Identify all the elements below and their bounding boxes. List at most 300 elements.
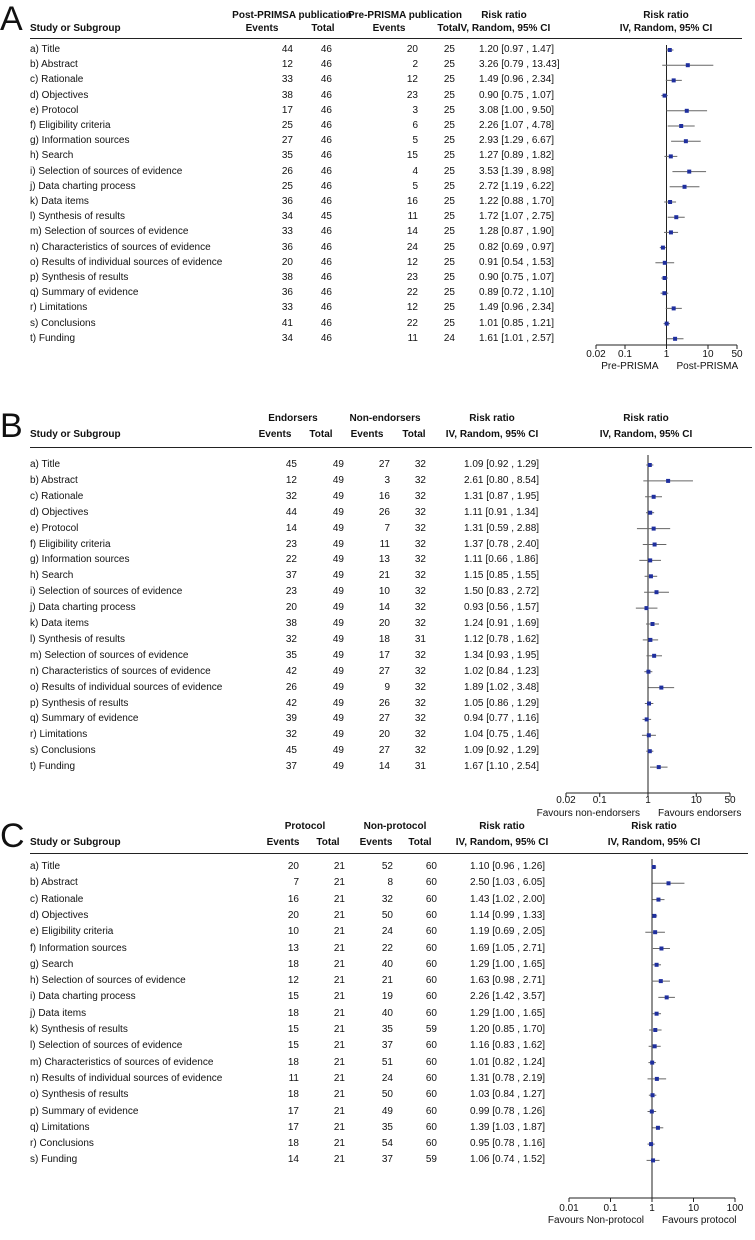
risk-ratio-ci: 0.95 [0.78 , 1.16] (470, 1138, 546, 1150)
group2-events: 32 (381, 893, 393, 905)
point-estimate (650, 1061, 654, 1065)
plot-rr-header: Risk ratio (623, 413, 669, 424)
point-estimate (647, 702, 651, 706)
point-estimate (659, 686, 663, 690)
group2-total: 25 (443, 226, 455, 238)
group1-total: 21 (333, 1007, 345, 1019)
table-row (0, 586, 560, 602)
risk-ratio-ci: 1.28 [0.87 , 1.90] (479, 226, 555, 238)
point-estimate (667, 881, 671, 885)
group2-total: 60 (425, 1040, 437, 1052)
group2-total-header: Total (402, 429, 426, 440)
group1-events: 12 (281, 59, 293, 71)
group1-total: 49 (332, 570, 344, 582)
group1-total: 49 (332, 713, 344, 725)
risk-ratio-ci: 1.37 [0.78 , 2.40] (464, 538, 540, 550)
row-label: k) Data items (30, 618, 89, 629)
group2-events-header: Events (372, 23, 406, 34)
group1-events: 12 (285, 474, 297, 486)
risk-ratio-ci: 1.69 [1.05 , 2.71] (470, 942, 546, 954)
table-row (0, 287, 560, 303)
row-label: l) Synthesis of results (30, 211, 126, 223)
group2-events: 40 (381, 1007, 393, 1019)
group1-events: 18 (287, 1089, 299, 1101)
group1-events: 14 (287, 1154, 299, 1166)
forest-plot-panel-a (0, 0, 755, 380)
group1-events: 26 (285, 681, 297, 693)
row-label: i) Selection of sources of evidence (30, 165, 183, 177)
group2-events: 11 (407, 211, 418, 223)
study-header: Study or Subgroup (30, 23, 121, 34)
point-estimate (663, 94, 667, 98)
row-label: a) Title (30, 861, 61, 872)
group1-total: 49 (332, 538, 344, 550)
favours-right-label: Favours protocol (662, 1215, 737, 1226)
row-label: g) Information sources (30, 554, 130, 566)
group1-events: 26 (281, 165, 293, 177)
group2-total: 25 (443, 44, 455, 55)
group1-events: 17 (287, 1121, 299, 1133)
group1-total: 21 (333, 975, 345, 987)
group2-total: 32 (414, 681, 426, 693)
point-estimate (665, 322, 669, 326)
group2-events: 13 (378, 554, 390, 566)
row-label: s) Funding (30, 1154, 78, 1166)
risk-ratio-ci: 1.43 [1.02 , 2.00] (470, 893, 546, 905)
group2-total: 25 (443, 287, 455, 299)
group1-total: 45 (320, 211, 332, 223)
group1-total: 21 (333, 893, 345, 905)
point-estimate (652, 865, 656, 869)
group1-events-header: Events (245, 23, 279, 34)
group1-events: 44 (281, 44, 293, 55)
group1-total: 21 (333, 926, 345, 938)
group2-total: 25 (443, 196, 455, 207)
row-label: r) Limitations (30, 729, 88, 741)
row-label: h) Search (30, 150, 74, 162)
group1-header: Endorsers (268, 413, 318, 424)
study-header: Study or Subgroup (30, 429, 121, 440)
group2-total: 32 (414, 713, 426, 725)
row-label: c) Rationale (30, 893, 84, 905)
x-tick-label: 0.1 (618, 349, 632, 360)
group2-events: 14 (378, 761, 390, 773)
group2-total: 60 (425, 877, 437, 889)
row-label: d) Objectives (30, 89, 89, 101)
group2-events: 7 (384, 522, 390, 534)
group1-events: 15 (287, 991, 299, 1003)
table-row (0, 181, 560, 197)
group2-events: 15 (406, 150, 418, 162)
table-row (0, 1089, 560, 1105)
table-row (0, 242, 560, 258)
table-row (0, 554, 560, 570)
table-row (0, 698, 560, 714)
table-row (0, 926, 560, 942)
group1-total: 49 (332, 506, 344, 518)
group2-total: 60 (425, 1105, 437, 1117)
table-row (0, 1073, 560, 1089)
group2-total: 60 (425, 926, 437, 938)
table-row (0, 1040, 560, 1056)
group2-events: 6 (412, 120, 418, 131)
group2-events: 12 (406, 256, 418, 268)
point-estimate (679, 124, 683, 128)
group2-total: 32 (414, 649, 426, 661)
risk-ratio-ci: 1.29 [1.00 , 1.65] (470, 1007, 546, 1019)
risk-ratio-ci: 1.03 [0.84 , 1.27] (470, 1089, 546, 1101)
row-label: n) Characteristics of sources of evidence (30, 665, 211, 677)
group1-total: 46 (320, 44, 332, 55)
group1-total: 46 (320, 196, 332, 207)
row-label: r) Conclusions (30, 1138, 94, 1150)
group1-events: 41 (281, 317, 293, 329)
group2-total: 60 (425, 975, 437, 987)
table-row (0, 272, 560, 288)
table-row (0, 1154, 560, 1170)
group2-total: 32 (414, 618, 426, 629)
group2-events: 35 (381, 1024, 393, 1035)
group2-total: 32 (414, 554, 426, 566)
row-label: l) Selection of sources of evidence (30, 1040, 183, 1052)
risk-ratio-ci: 1.11 [0.66 , 1.86] (464, 554, 539, 566)
group1-total: 21 (333, 877, 345, 889)
favours-left-label: Pre-PRISMA (601, 361, 659, 372)
point-estimate (684, 139, 688, 143)
point-estimate (655, 963, 659, 967)
group2-events: 27 (378, 713, 390, 725)
risk-ratio-ci: 0.93 [0.56 , 1.57] (464, 602, 540, 614)
row-label: o) Results of individual sources of evidence (30, 256, 223, 268)
group2-events: 12 (406, 302, 418, 314)
point-estimate (661, 246, 665, 250)
row-label: j) Data charting process (30, 180, 136, 192)
table-row (0, 211, 560, 227)
risk-ratio-ci: 1.63 [0.98 , 2.71] (470, 975, 546, 987)
group2-events: 40 (381, 958, 393, 970)
row-label: f) Eligibility criteria (30, 538, 111, 550)
table-row (0, 713, 560, 729)
group1-events: 7 (293, 877, 299, 889)
table-row (0, 1122, 560, 1138)
group1-events: 18 (287, 1007, 299, 1019)
risk-ratio-ci: 1.27 [0.89 , 1.82] (479, 150, 555, 162)
group1-events: 18 (287, 1056, 299, 1068)
group2-events: 12 (406, 74, 418, 86)
group2-total: 32 (414, 506, 426, 518)
group2-events: 27 (378, 665, 390, 677)
group1-events: 35 (285, 649, 297, 661)
group2-total: 31 (414, 761, 426, 773)
group2-events: 3 (384, 474, 390, 486)
group1-events: 18 (287, 1138, 299, 1150)
risk-ratio-ci: 1.22 [0.88 , 1.70] (479, 196, 555, 207)
group1-events: 38 (281, 89, 293, 101)
point-estimate (672, 306, 676, 310)
group1-events: 36 (281, 241, 293, 253)
risk-ratio-ci: 1.31 [0.78 , 2.19] (470, 1072, 546, 1084)
row-label: h) Selection of sources of evidence (30, 975, 186, 987)
row-label: l) Synthesis of results (30, 633, 126, 645)
group1-total: 21 (333, 1154, 345, 1166)
point-estimate (686, 63, 690, 67)
risk-ratio-ci: 2.61 [0.80 , 8.54] (464, 474, 540, 486)
x-tick-label: 50 (731, 349, 743, 360)
risk-ratio-ci: 1.09 [0.92 , 1.29] (464, 459, 540, 470)
row-label: s) Conclusions (30, 317, 96, 329)
point-estimate (646, 670, 650, 674)
risk-ratio-ci: 1.06 [0.74 , 1.52] (470, 1154, 546, 1166)
table-row (0, 333, 560, 349)
group1-events: 23 (285, 538, 297, 550)
group1-total: 46 (320, 317, 332, 329)
group1-total: 49 (332, 490, 344, 502)
group1-total: 46 (320, 180, 332, 192)
row-label: p) Synthesis of results (30, 272, 129, 283)
x-tick-label: 0.1 (592, 795, 607, 806)
group1-total: 49 (332, 554, 344, 566)
group2-header: Pre-PRISMA publication (347, 10, 463, 21)
table-row (0, 666, 560, 682)
table-row (0, 196, 560, 212)
risk-ratio-ci: 3.26 [0.79 , 13.43] (479, 59, 560, 71)
group1-events: 32 (285, 729, 297, 741)
row-label: m) Selection of sources of evidence (30, 226, 189, 238)
favours-right-label: Post-PRISMA (676, 361, 739, 372)
group1-events: 14 (285, 522, 297, 534)
group1-total-header: Total (316, 837, 340, 848)
risk-ratio-ci: 0.99 [0.78 , 1.26] (470, 1105, 546, 1117)
table-row (0, 602, 560, 618)
group2-events: 21 (378, 570, 390, 582)
row-label: e) Protocol (30, 104, 79, 116)
row-label: a) Title (30, 44, 61, 55)
row-label: b) Abstract (30, 474, 78, 486)
point-estimate (648, 638, 652, 642)
group2-events: 9 (384, 681, 390, 693)
table-row (0, 1138, 560, 1154)
group2-total: 32 (414, 538, 426, 550)
x-tick-label: 0.02 (586, 349, 606, 360)
table-row (0, 459, 560, 475)
point-estimate (655, 1012, 659, 1016)
table-row (0, 90, 560, 106)
group2-total: 32 (414, 665, 426, 677)
point-estimate (648, 749, 652, 753)
table-row (0, 618, 560, 634)
group2-events: 37 (381, 1040, 393, 1052)
point-estimate (651, 1093, 655, 1097)
group2-total: 25 (443, 317, 455, 329)
point-estimate (669, 154, 673, 158)
row-label: j) Data charting process (30, 602, 136, 614)
group2-total: 25 (443, 104, 455, 116)
group1-total: 46 (320, 287, 332, 299)
risk-ratio-ci: 0.90 [0.75 , 1.07] (479, 89, 555, 101)
forest-plot-panel-b (0, 405, 755, 819)
table-row (0, 861, 560, 877)
risk-ratio-ci: 1.14 [0.99 , 1.33] (470, 909, 546, 921)
risk-ratio-ci: 0.94 [0.77 , 1.16] (464, 713, 540, 725)
group1-total: 21 (333, 942, 345, 954)
table-row (0, 74, 560, 90)
point-estimate (672, 78, 676, 82)
group1-events: 36 (281, 196, 293, 207)
point-estimate (685, 109, 689, 113)
group1-events: 23 (285, 586, 297, 598)
group1-events: 33 (281, 226, 293, 238)
point-estimate (652, 914, 656, 918)
group1-events: 34 (281, 211, 293, 223)
group2-total-header: Total (408, 837, 432, 848)
group1-events: 33 (281, 74, 293, 86)
row-label: n) Characteristics of sources of evidence (30, 241, 211, 253)
group1-total: 49 (332, 761, 344, 773)
group1-events: 37 (285, 761, 297, 773)
risk-ratio-ci: 1.50 [0.83 , 2.72] (464, 586, 540, 598)
point-estimate (659, 947, 663, 951)
table-row (0, 59, 560, 75)
group2-events: 8 (387, 877, 393, 889)
risk-ratio-ci: 1.29 [1.00 , 1.65] (470, 958, 546, 970)
group1-events: 20 (287, 861, 299, 872)
group2-total: 60 (425, 893, 437, 905)
point-estimate (665, 995, 669, 999)
group1-events: 16 (287, 893, 299, 905)
row-label: i) Selection of sources of evidence (30, 586, 183, 598)
point-estimate (648, 511, 652, 515)
group1-total: 49 (332, 586, 344, 598)
row-label: j) Data items (30, 1007, 87, 1019)
group2-total: 32 (414, 474, 426, 486)
group1-total: 21 (333, 1121, 345, 1133)
row-label: a) Title (30, 459, 61, 470)
point-estimate (668, 48, 672, 52)
group1-total: 46 (320, 302, 332, 314)
group1-events: 35 (281, 150, 293, 162)
group2-events: 14 (406, 226, 418, 238)
row-label: b) Abstract (30, 877, 78, 889)
table-row (0, 682, 560, 698)
row-label: h) Search (30, 570, 74, 582)
risk-ratio-ci: 1.04 [0.75 , 1.46] (464, 729, 540, 741)
group2-total: 32 (414, 602, 426, 614)
group2-events: 20 (406, 44, 418, 55)
row-label: p) Summary of evidence (30, 1105, 139, 1117)
group1-events: 34 (281, 332, 293, 344)
risk-ratio-ci: 0.89 [0.72 , 1.10] (479, 287, 555, 299)
group1-events: 15 (287, 1024, 299, 1035)
risk-ratio-ci: 2.72 [1.19 , 6.22] (479, 180, 555, 192)
favours-left-label: Favours Non-protocol (547, 1215, 644, 1226)
row-label: n) Results of individual sources of evidence (30, 1072, 223, 1084)
group1-total: 49 (332, 602, 344, 614)
group2-total: 60 (425, 1072, 437, 1084)
group2-total: 25 (443, 89, 455, 101)
row-label: q) Limitations (30, 1121, 90, 1133)
rr-method-header: IV, Random, 95% CI (455, 837, 549, 848)
table-row (0, 226, 560, 242)
row-label: e) Protocol (30, 522, 79, 534)
favours-left-label: Favours non-endorsers (536, 808, 640, 819)
group2-events: 11 (407, 332, 418, 344)
row-label: i) Data charting process (30, 991, 136, 1003)
group2-total: 25 (443, 59, 455, 71)
point-estimate (647, 733, 651, 737)
point-estimate (653, 1044, 657, 1048)
group2-total: 60 (425, 1007, 437, 1019)
group1-events: 27 (281, 135, 293, 147)
group2-header: Non-protocol (363, 821, 427, 832)
group1-total: 46 (320, 135, 332, 147)
group2-total: 24 (443, 332, 455, 344)
group1-events: 20 (285, 602, 297, 614)
group1-total: 49 (332, 697, 344, 709)
risk-ratio-ci: 1.05 [0.86 , 1.29] (464, 697, 540, 709)
group2-total: 25 (443, 211, 455, 223)
table-row (0, 44, 560, 60)
row-label: q) Summary of evidence (30, 287, 139, 299)
point-estimate (659, 979, 663, 983)
x-tick-label: 50 (724, 795, 736, 806)
risk-ratio-ci: 3.53 [1.39 , 8.98] (479, 165, 555, 177)
group2-events: 17 (378, 649, 390, 661)
group1-total-header: Total (311, 23, 335, 34)
x-tick-label: 1 (645, 795, 651, 806)
group2-events: 24 (381, 1072, 393, 1084)
group1-total: 46 (320, 256, 332, 268)
risk-ratio-ci: 1.49 [0.96 , 2.34] (479, 302, 555, 314)
group1-total: 46 (320, 150, 332, 162)
row-label: g) Search (30, 958, 74, 970)
x-tick-label: 0.1 (603, 1203, 618, 1214)
group1-total: 46 (320, 226, 332, 238)
risk-ratio-ci: 1.11 [0.91 , 1.34] (464, 506, 539, 518)
group2-events: 20 (378, 729, 390, 741)
group1-header: Protocol (284, 821, 326, 832)
group1-header: Post-PRIMSA publication (232, 10, 352, 21)
group2-events: 20 (378, 618, 390, 629)
group2-events: 10 (378, 586, 390, 598)
point-estimate (648, 558, 652, 562)
point-estimate (653, 930, 657, 934)
group2-total: 60 (425, 1138, 437, 1150)
favours-right-label: Favours endorsers (658, 808, 742, 819)
point-estimate (663, 261, 667, 265)
group1-total: 46 (320, 59, 332, 71)
group2-events: 24 (381, 926, 393, 938)
plot-rr-method-header: IV, Random, 95% CI (607, 837, 701, 848)
risk-ratio-ci: 2.26 [1.07 , 4.78] (479, 120, 555, 131)
risk-ratio-ci: 1.02 [0.84 , 1.23] (464, 665, 540, 677)
group1-events: 11 (288, 1072, 299, 1084)
row-label: s) Conclusions (30, 745, 96, 757)
row-label: b) Abstract (30, 59, 78, 71)
table-row (0, 105, 560, 121)
row-label: f) Eligibility criteria (30, 120, 111, 131)
group1-total: 21 (333, 1138, 345, 1150)
point-estimate (656, 898, 660, 902)
group1-events: 39 (285, 713, 297, 725)
point-estimate (668, 200, 672, 204)
group1-total: 21 (333, 1072, 345, 1084)
group2-total-header: Total (437, 23, 461, 34)
group1-total: 21 (333, 1040, 345, 1052)
table-row (0, 318, 560, 334)
point-estimate (651, 1158, 655, 1162)
plot-rr-header: Risk ratio (643, 10, 689, 21)
group1-events: 20 (287, 909, 299, 921)
